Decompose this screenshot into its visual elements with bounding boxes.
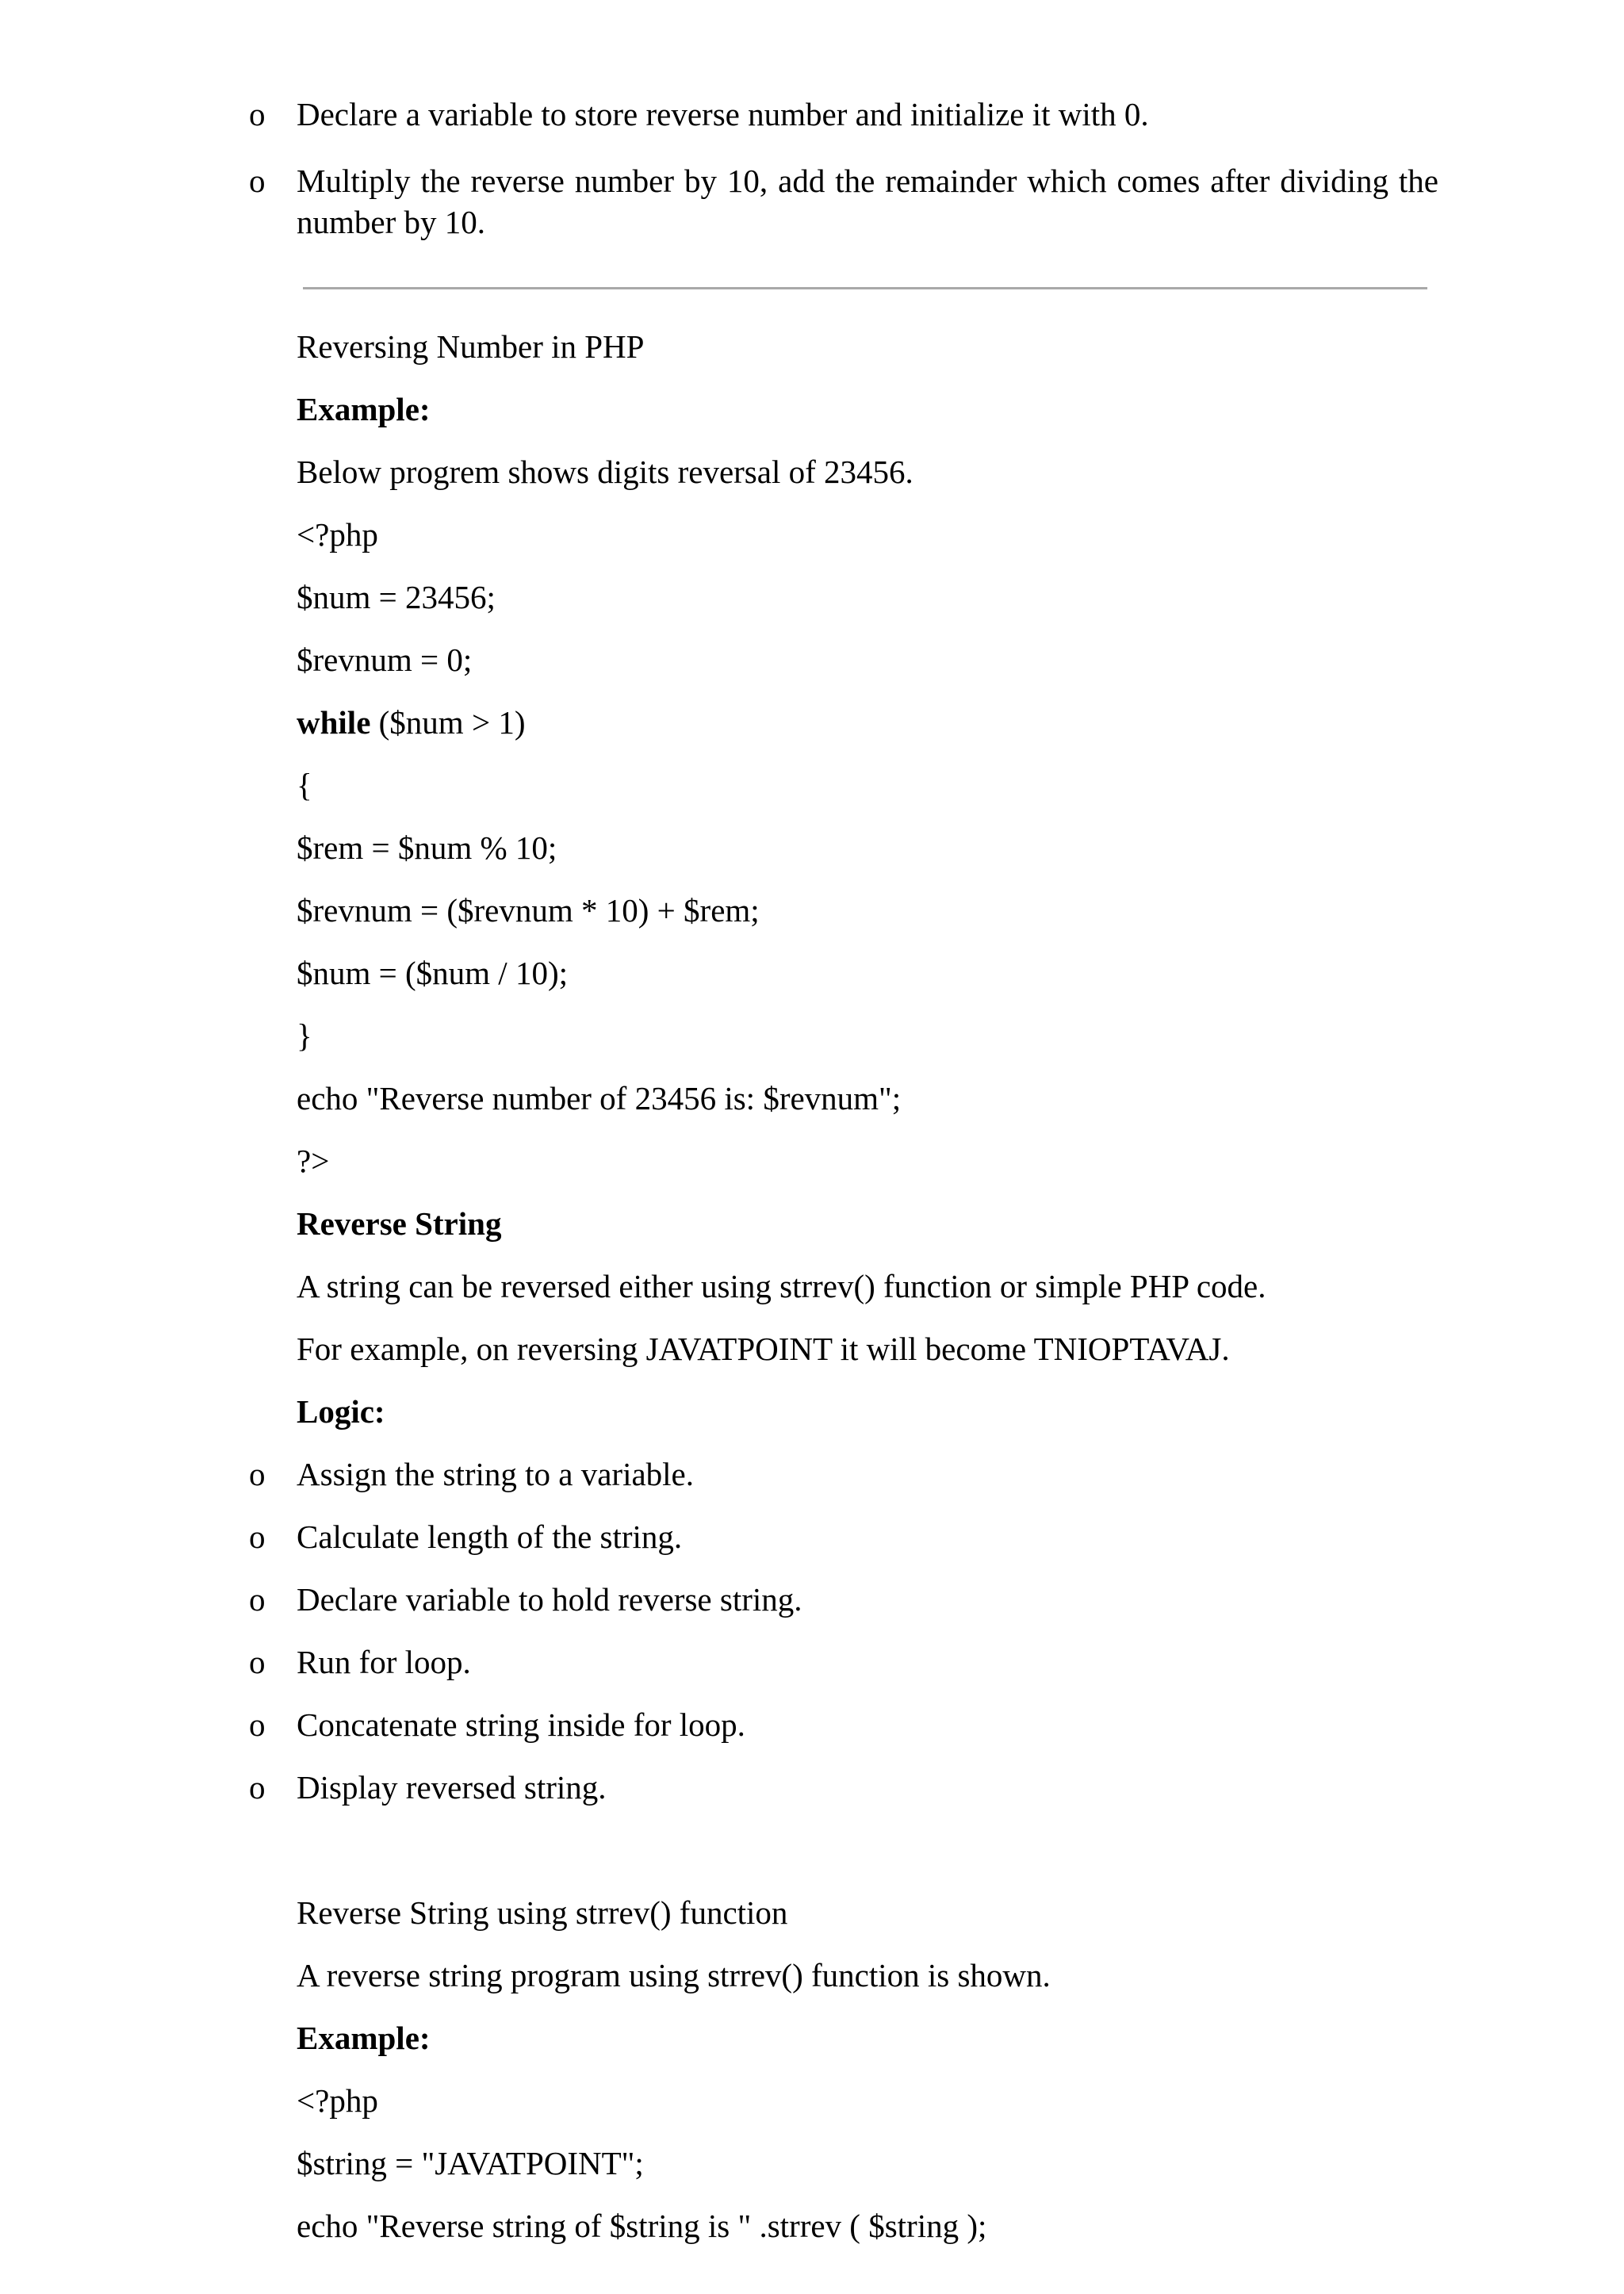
example-label: Example:	[297, 391, 431, 427]
code-line: $rem = $num % 10;	[297, 829, 557, 866]
example-label: Example:	[297, 2020, 431, 2056]
section-description: A reverse string program using strrev() function is shown.	[297, 1957, 1051, 1993]
code-line: <?php	[297, 516, 378, 553]
list-item: Multiply the reverse number by 10, add the remainder which comes after dividing the number by 10.	[297, 163, 1438, 240]
bullet-marker: o	[249, 1581, 266, 1618]
list-item: Run for loop.	[297, 1644, 471, 1680]
code-line: echo "Reverse string of $string is " .strrev ( $string );	[297, 2208, 987, 2244]
code-line: ?>	[297, 1143, 330, 1179]
code-line-while	[297, 702, 525, 743]
code-line: echo "Reverse number of 23456 is: $revnum";	[297, 1080, 902, 1116]
bullet-marker: o	[249, 1518, 266, 1555]
code-line: <?php	[297, 2082, 378, 2119]
logic-label: Logic:	[297, 1393, 385, 1430]
while-condition: ($num > 1)	[370, 704, 526, 741]
bullet-marker: o	[249, 96, 266, 132]
list-item: Assign the string to a variable.	[297, 1456, 695, 1492]
bullet-marker: o	[249, 1456, 266, 1492]
code-line: $revnum = ($revnum * 10) + $rem;	[297, 892, 760, 929]
section-heading: Reversing Number in PHP	[297, 328, 645, 365]
bullet-marker: o	[249, 163, 266, 199]
code-line: $num = 23456;	[297, 579, 496, 615]
list-item: Concatenate string inside for loop.	[297, 1706, 745, 1743]
paragraph: For example, on reversing JAVATPOINT it will become TNIOPTAVAJ.	[297, 1331, 1230, 1367]
section-description: Below progrem shows digits reversal of 23456.	[297, 454, 914, 490]
code-line: {	[297, 767, 312, 803]
section-heading: Reverse String	[297, 1205, 502, 1242]
section-heading: Reverse String using strrev() function	[297, 1894, 788, 1931]
bullet-marker: o	[249, 1644, 266, 1680]
bullet-marker: o	[249, 1769, 266, 1806]
code-line: $revnum = 0;	[297, 641, 473, 678]
code-line: }	[297, 1017, 312, 1054]
paragraph: A string can be reversed either using strrev() function or simple PHP code.	[297, 1268, 1266, 1304]
code-line: $num = ($num / 10);	[297, 955, 568, 991]
list-item: Declare variable to hold reverse string.	[297, 1581, 802, 1618]
list-item: Calculate length of the string.	[297, 1518, 683, 1555]
list-item: Declare a variable to store reverse number and initialize it with 0.	[297, 96, 1149, 132]
code-line: $string = "JAVATPOINT";	[297, 2145, 644, 2181]
horizontal-divider	[303, 287, 1427, 289]
bullet-marker: o	[249, 1706, 266, 1743]
while-keyword: while	[297, 704, 371, 741]
list-item: Display reversed string.	[297, 1769, 607, 1806]
